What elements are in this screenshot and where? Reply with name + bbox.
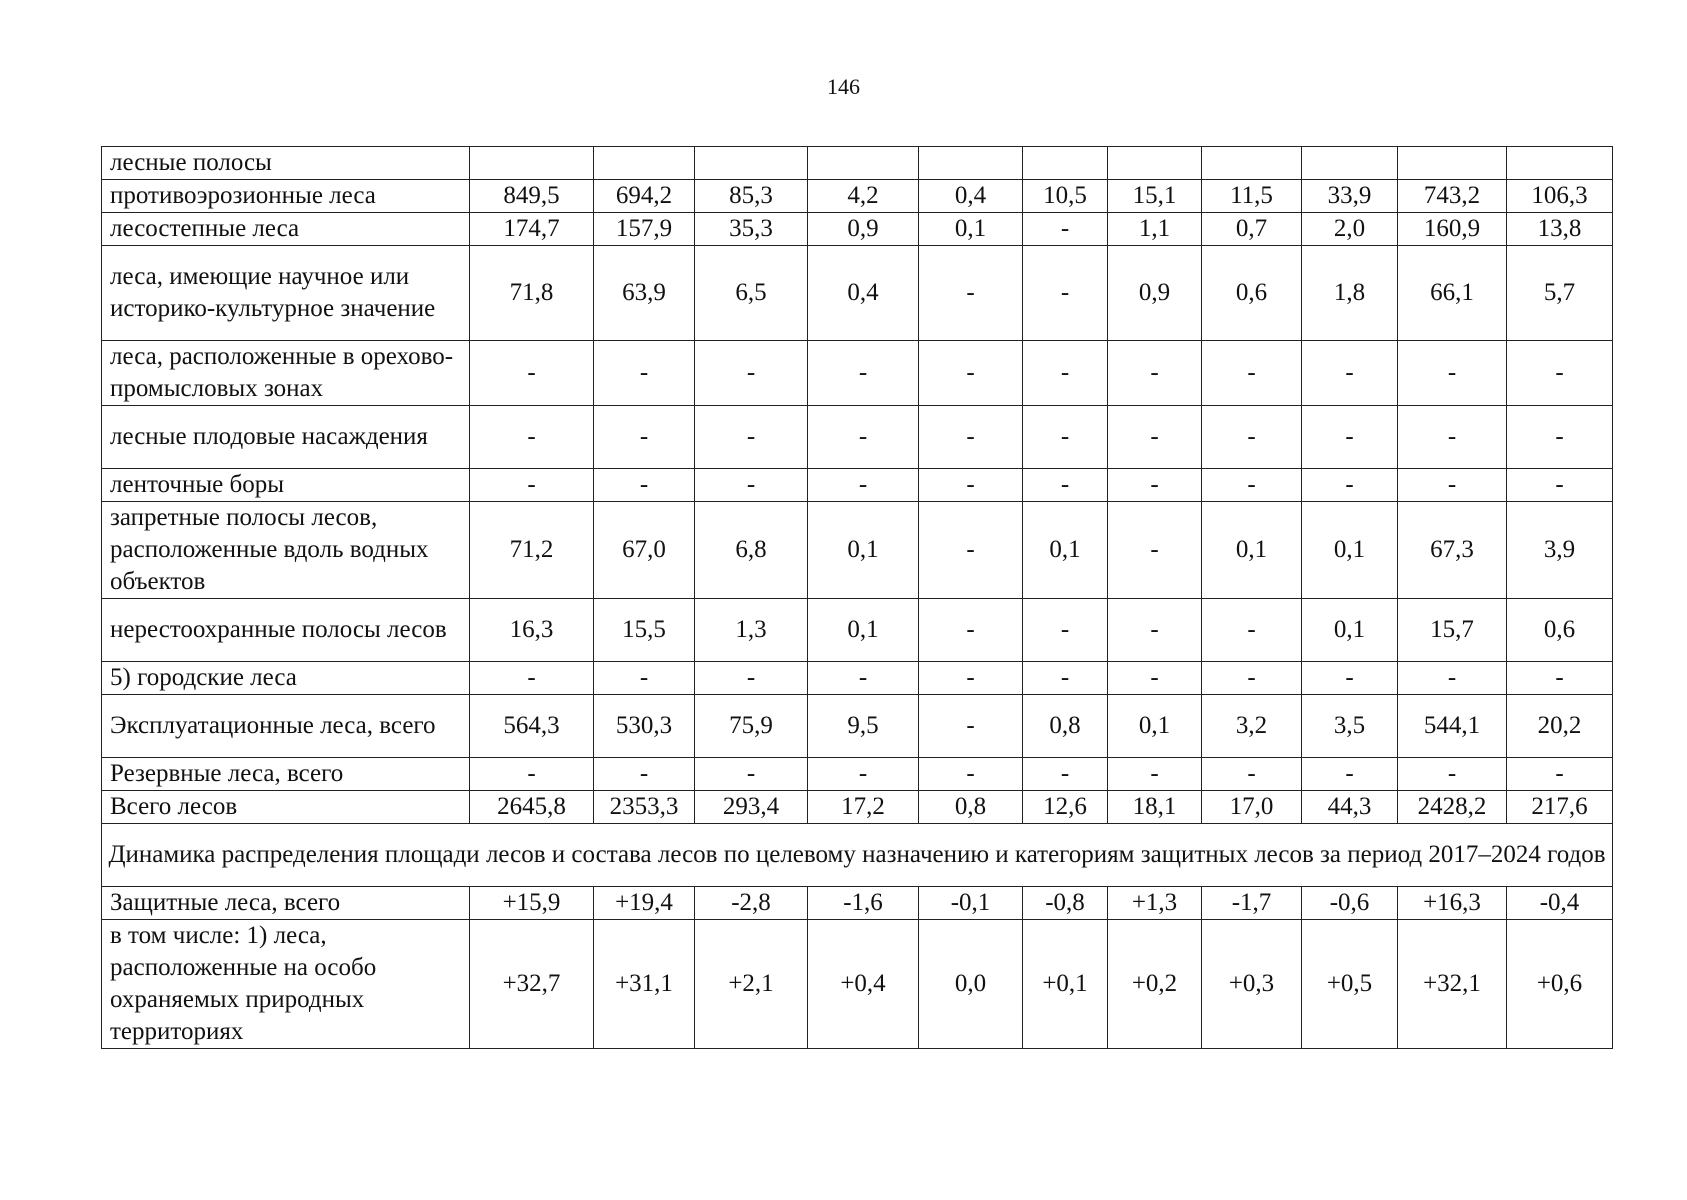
table-cell: 743,2 bbox=[1398, 180, 1507, 213]
table-cell: - bbox=[695, 341, 808, 406]
table-cell: - bbox=[919, 341, 1023, 406]
table-cell: 0,1 bbox=[919, 213, 1023, 246]
table-cell bbox=[594, 147, 695, 180]
table-cell: - bbox=[1108, 662, 1202, 695]
table-cell: - bbox=[1507, 341, 1613, 406]
table-cell: +32,7 bbox=[470, 920, 594, 1049]
row-label: Защитные леса, всего bbox=[102, 887, 470, 920]
table-cell bbox=[808, 147, 919, 180]
table-cell bbox=[919, 147, 1023, 180]
table-cell: +0,4 bbox=[808, 920, 919, 1049]
row-label: нерестоохранные полосы лесов bbox=[102, 599, 470, 662]
table-cell bbox=[470, 147, 594, 180]
table-cell: 2353,3 bbox=[594, 791, 695, 824]
table-cell: 15,5 bbox=[594, 599, 695, 662]
table-row bbox=[102, 887, 1613, 920]
table-cell: - bbox=[594, 406, 695, 469]
table-row bbox=[102, 406, 1613, 469]
table-cell: 0,4 bbox=[919, 180, 1023, 213]
table-cell: 18,1 bbox=[1108, 791, 1202, 824]
table-cell: - bbox=[1398, 406, 1507, 469]
table-cell: 157,9 bbox=[594, 213, 695, 246]
table-cell: - bbox=[1202, 406, 1302, 469]
table-cell: - bbox=[919, 246, 1023, 341]
row-label: запретные полосы лесов, расположенные вдоль водных объектов bbox=[102, 502, 470, 599]
table-cell: - bbox=[1507, 469, 1613, 502]
table-cell: +0,1 bbox=[1023, 920, 1108, 1049]
table-cell bbox=[1108, 147, 1202, 180]
table-cell: 20,2 bbox=[1507, 695, 1613, 758]
table-cell: - bbox=[919, 406, 1023, 469]
table-row bbox=[102, 147, 1613, 180]
table-cell: - bbox=[1507, 758, 1613, 791]
row-label: леса, имеющие научное или историко-культурное значение bbox=[102, 246, 470, 341]
table-cell: - bbox=[695, 758, 808, 791]
table-cell: - bbox=[1108, 599, 1202, 662]
table-cell: - bbox=[1398, 469, 1507, 502]
table-cell: - bbox=[1398, 758, 1507, 791]
table-cell: 0,1 bbox=[1302, 599, 1398, 662]
table-row bbox=[102, 213, 1613, 246]
row-label: 5) городские леса bbox=[102, 662, 470, 695]
table-cell: +0,5 bbox=[1302, 920, 1398, 1049]
table-cell: 2645,8 bbox=[470, 791, 594, 824]
section-heading: Динамика распределения площади лесов и состава лесов по целевому назначению и категориям защитных лесов за период 2017–2024 годов bbox=[102, 824, 1613, 887]
table-cell: 17,2 bbox=[808, 791, 919, 824]
table-cell: 1,8 bbox=[1302, 246, 1398, 341]
table-cell: +0,3 bbox=[1202, 920, 1302, 1049]
table-cell: - bbox=[695, 662, 808, 695]
table-cell: - bbox=[808, 406, 919, 469]
table-cell: 0,1 bbox=[808, 599, 919, 662]
table-cell: +19,4 bbox=[594, 887, 695, 920]
table-cell: 10,5 bbox=[1023, 180, 1108, 213]
table-cell: - bbox=[1202, 341, 1302, 406]
table-cell: 13,8 bbox=[1507, 213, 1613, 246]
table-cell: 0,1 bbox=[1023, 502, 1108, 599]
table-cell: +2,1 bbox=[695, 920, 808, 1049]
table-cell: -0,6 bbox=[1302, 887, 1398, 920]
table-row bbox=[102, 502, 1613, 599]
table-cell: 15,7 bbox=[1398, 599, 1507, 662]
table-row bbox=[102, 662, 1613, 695]
table-cell: - bbox=[808, 469, 919, 502]
table-cell: 85,3 bbox=[695, 180, 808, 213]
table-cell: -0,1 bbox=[919, 887, 1023, 920]
table-cell: - bbox=[1023, 341, 1108, 406]
table-cell: - bbox=[919, 758, 1023, 791]
table-cell: - bbox=[1023, 599, 1108, 662]
row-label: Эксплуатационные леса, всего bbox=[102, 695, 470, 758]
table-cell: - bbox=[1202, 469, 1302, 502]
table-cell: - bbox=[1507, 406, 1613, 469]
table-row bbox=[102, 920, 1613, 1049]
table-cell: 0,1 bbox=[1108, 695, 1202, 758]
table-cell: - bbox=[1108, 469, 1202, 502]
table-cell: - bbox=[919, 662, 1023, 695]
table-cell: 0,0 bbox=[919, 920, 1023, 1049]
table-cell: - bbox=[919, 469, 1023, 502]
table-cell: 0,1 bbox=[808, 502, 919, 599]
table-row bbox=[102, 695, 1613, 758]
table-cell: 0,6 bbox=[1202, 246, 1302, 341]
table-cell: - bbox=[1398, 662, 1507, 695]
page-number: 146 bbox=[827, 74, 860, 99]
table-cell: 0,8 bbox=[1023, 695, 1108, 758]
table-cell: - bbox=[808, 662, 919, 695]
table-row bbox=[102, 599, 1613, 662]
table-cell: - bbox=[470, 341, 594, 406]
table-cell: - bbox=[1302, 662, 1398, 695]
table-cell: 66,1 bbox=[1398, 246, 1507, 341]
table-cell: - bbox=[470, 662, 594, 695]
table-cell: -1,6 bbox=[808, 887, 919, 920]
table-cell: 67,3 bbox=[1398, 502, 1507, 599]
table-cell: 44,3 bbox=[1302, 791, 1398, 824]
table-cell: 530,3 bbox=[594, 695, 695, 758]
table-cell: 5,7 bbox=[1507, 246, 1613, 341]
table-cell: 0,9 bbox=[808, 213, 919, 246]
table-cell: -0,4 bbox=[1507, 887, 1613, 920]
table-cell: 3,5 bbox=[1302, 695, 1398, 758]
table-cell: -0,8 bbox=[1023, 887, 1108, 920]
table-cell: 849,5 bbox=[470, 180, 594, 213]
table-cell: - bbox=[695, 469, 808, 502]
table-cell: - bbox=[1302, 469, 1398, 502]
table-cell: 35,3 bbox=[695, 213, 808, 246]
table-cell: 544,1 bbox=[1398, 695, 1507, 758]
table-cell: +15,9 bbox=[470, 887, 594, 920]
table-cell: - bbox=[1108, 341, 1202, 406]
table-cell: 6,5 bbox=[695, 246, 808, 341]
table-cell: - bbox=[594, 758, 695, 791]
row-label: леса, расположенные в орехово-промысловых зонах bbox=[102, 341, 470, 406]
table-cell: 1,1 bbox=[1108, 213, 1202, 246]
table-cell bbox=[1023, 147, 1108, 180]
table-cell: +16,3 bbox=[1398, 887, 1507, 920]
row-label: в том числе: 1) леса, расположенные на особо охраняемых природных территориях bbox=[102, 920, 470, 1049]
table-cell: 3,9 bbox=[1507, 502, 1613, 599]
table-cell: - bbox=[1023, 246, 1108, 341]
table-cell: 0,7 bbox=[1202, 213, 1302, 246]
table-cell: 3,2 bbox=[1202, 695, 1302, 758]
table-cell: 0,1 bbox=[1202, 502, 1302, 599]
table-cell: 15,1 bbox=[1108, 180, 1202, 213]
row-label: Всего лесов bbox=[102, 791, 470, 824]
section-heading-row bbox=[102, 824, 1613, 887]
row-label: лесостепные леса bbox=[102, 213, 470, 246]
table-cell: 17,0 bbox=[1202, 791, 1302, 824]
row-label: Резервные леса, всего bbox=[102, 758, 470, 791]
table-cell bbox=[1202, 147, 1302, 180]
table-cell bbox=[1398, 147, 1507, 180]
table-cell: - bbox=[1398, 341, 1507, 406]
table-cell: - bbox=[1023, 469, 1108, 502]
table-cell: 16,3 bbox=[470, 599, 594, 662]
table-cell: - bbox=[1108, 406, 1202, 469]
table-cell: 1,3 bbox=[695, 599, 808, 662]
table-cell: +1,3 bbox=[1108, 887, 1202, 920]
table-cell: - bbox=[1507, 662, 1613, 695]
table-cell: - bbox=[1108, 502, 1202, 599]
table-cell: 33,9 bbox=[1302, 180, 1398, 213]
table-cell: 0,4 bbox=[808, 246, 919, 341]
table-cell bbox=[1507, 147, 1613, 180]
table-cell: - bbox=[470, 758, 594, 791]
table-cell: 0,1 bbox=[1302, 502, 1398, 599]
row-label: противоэрозионные леса bbox=[102, 180, 470, 213]
table-row bbox=[102, 758, 1613, 791]
table-cell: - bbox=[1023, 213, 1108, 246]
table-cell: 4,2 bbox=[808, 180, 919, 213]
table-cell: 6,8 bbox=[695, 502, 808, 599]
table-cell: - bbox=[919, 695, 1023, 758]
table-cell: - bbox=[1302, 758, 1398, 791]
table-cell: 11,5 bbox=[1202, 180, 1302, 213]
table-cell: 106,3 bbox=[1507, 180, 1613, 213]
table-cell: - bbox=[919, 502, 1023, 599]
table-cell: +0,6 bbox=[1507, 920, 1613, 1049]
table-cell: 217,6 bbox=[1507, 791, 1613, 824]
table-cell: - bbox=[695, 406, 808, 469]
table-row bbox=[102, 341, 1613, 406]
table-cell: - bbox=[594, 469, 695, 502]
table-cell: - bbox=[808, 758, 919, 791]
table-cell: -2,8 bbox=[695, 887, 808, 920]
table-cell: 174,7 bbox=[470, 213, 594, 246]
table-cell: - bbox=[1202, 662, 1302, 695]
table-cell: 2428,2 bbox=[1398, 791, 1507, 824]
row-label: ленточные боры bbox=[102, 469, 470, 502]
table-cell bbox=[1302, 147, 1398, 180]
table-cell: 71,2 bbox=[470, 502, 594, 599]
table-cell: - bbox=[808, 341, 919, 406]
table-cell: 12,6 bbox=[1023, 791, 1108, 824]
table-cell: 9,5 bbox=[808, 695, 919, 758]
table-cell: +32,1 bbox=[1398, 920, 1507, 1049]
table-cell: 0,6 bbox=[1507, 599, 1613, 662]
table-row bbox=[102, 180, 1613, 213]
table-cell: - bbox=[1023, 758, 1108, 791]
row-label: лесные полосы bbox=[102, 147, 470, 180]
row-label: лесные плодовые насаждения bbox=[102, 406, 470, 469]
table-cell: 71,8 bbox=[470, 246, 594, 341]
table-cell: - bbox=[1023, 662, 1108, 695]
forest-distribution-table bbox=[101, 146, 1613, 1049]
table-cell: 75,9 bbox=[695, 695, 808, 758]
table-cell: +31,1 bbox=[594, 920, 695, 1049]
table-cell: - bbox=[919, 599, 1023, 662]
table-row bbox=[102, 246, 1613, 341]
table-cell: 63,9 bbox=[594, 246, 695, 341]
table-cell: - bbox=[594, 341, 695, 406]
table-cell: 67,0 bbox=[594, 502, 695, 599]
table-cell: - bbox=[1108, 758, 1202, 791]
table-cell bbox=[695, 147, 808, 180]
table-cell: - bbox=[470, 406, 594, 469]
table-cell: 564,3 bbox=[470, 695, 594, 758]
table-cell: 0,9 bbox=[1108, 246, 1202, 341]
table-cell: 0,8 bbox=[919, 791, 1023, 824]
table-row bbox=[102, 791, 1613, 824]
table-cell: +0,2 bbox=[1108, 920, 1202, 1049]
table-cell: - bbox=[1202, 758, 1302, 791]
table-row bbox=[102, 469, 1613, 502]
table-cell: - bbox=[1023, 406, 1108, 469]
table-cell: - bbox=[1302, 406, 1398, 469]
table-cell: - bbox=[1202, 599, 1302, 662]
table-cell: 2,0 bbox=[1302, 213, 1398, 246]
table-cell: 160,9 bbox=[1398, 213, 1507, 246]
table-cell: - bbox=[470, 469, 594, 502]
table-cell: - bbox=[594, 662, 695, 695]
table-cell: - bbox=[1302, 341, 1398, 406]
table-cell: 694,2 bbox=[594, 180, 695, 213]
table-cell: -1,7 bbox=[1202, 887, 1302, 920]
table-cell: 293,4 bbox=[695, 791, 808, 824]
